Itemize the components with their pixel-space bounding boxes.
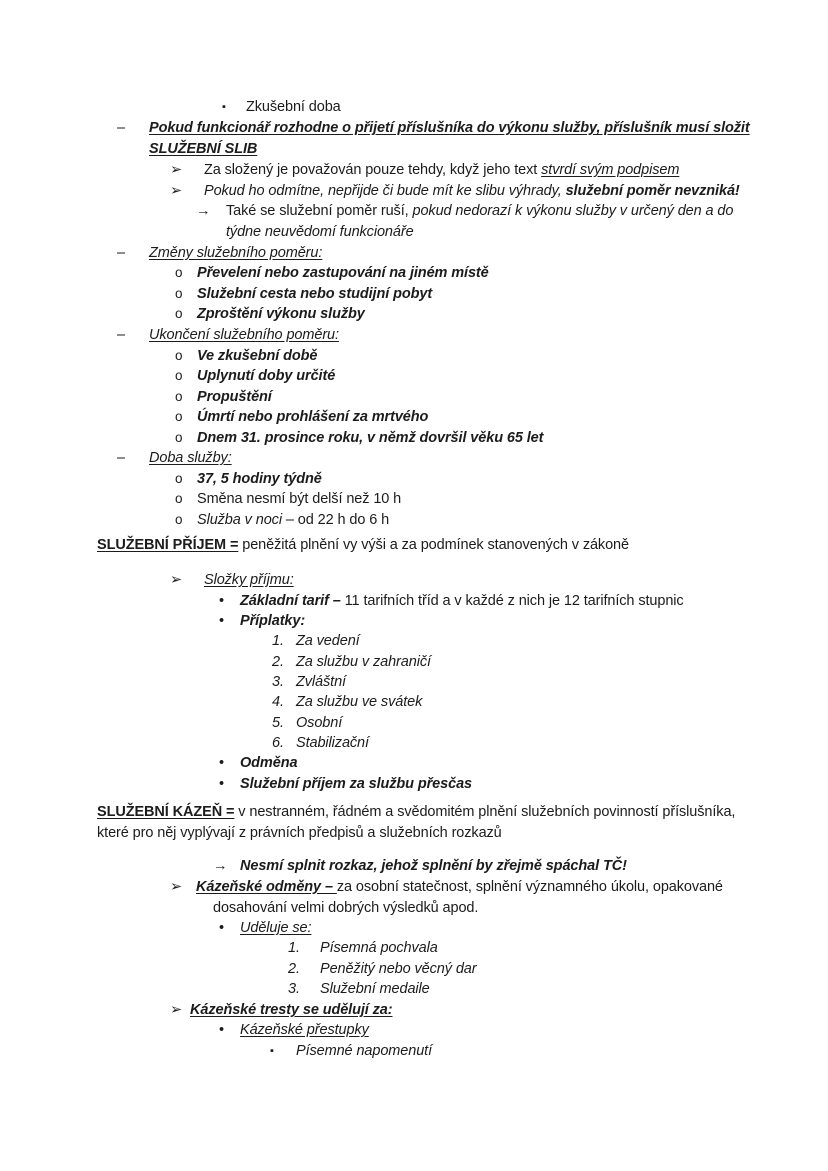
number-label: 2. — [288, 961, 300, 977]
line-text — [240, 918, 311, 938]
text-line — [0, 366, 828, 386]
line-text — [204, 570, 294, 590]
text-segment: Za vedení — [296, 633, 360, 649]
text-line — [0, 631, 828, 651]
text-segment: Základní tarif – — [240, 593, 345, 609]
text-line — [0, 713, 828, 733]
text-segment: v nestranném, řádném a svědomitém plnění služebních povinností příslušníka, — [234, 804, 736, 820]
circle-bullet: o — [175, 430, 183, 445]
text-line — [0, 97, 828, 117]
text-segment: SLUŽEBNÍ SLIB — [149, 141, 258, 157]
line-text — [190, 1000, 393, 1020]
text-line — [0, 448, 828, 468]
text-line — [0, 591, 828, 611]
arrowhead-bullet-icon: ➢ — [170, 1002, 183, 1018]
text-line — [0, 201, 828, 221]
text-segment: Složky příjmu: — [204, 572, 294, 588]
text-segment: Odměna — [240, 755, 298, 771]
dash-bullet: – — [117, 120, 125, 136]
number-label: 1. — [272, 633, 284, 649]
text-line — [0, 1000, 828, 1020]
line-text — [240, 753, 297, 773]
text-segment: Za složený je považován pouze tehdy, když jeho text — [204, 162, 542, 178]
text-segment: Písemné napomenutí — [296, 1043, 433, 1059]
line-text — [197, 346, 317, 366]
text-line — [0, 652, 828, 672]
line-text — [197, 489, 401, 509]
line-text — [296, 1041, 432, 1061]
line-text — [204, 160, 679, 180]
text-line — [0, 570, 828, 590]
text-line — [0, 823, 828, 843]
circle-bullet: o — [175, 306, 183, 321]
arrowhead-bullet-icon: ➢ — [170, 879, 183, 895]
square-bullet: ▪ — [222, 101, 226, 113]
text-segment: Nesmí splnit rozkaz, jehož splnění by zřejmě spáchal TČ! — [240, 858, 627, 874]
line-text — [196, 877, 723, 897]
line-text — [240, 611, 305, 631]
text-segment: týdne neuvědomí funkcionáře — [226, 224, 414, 240]
text-line — [0, 346, 828, 366]
text-segment: které pro něj vyplývají z právních předpisů a služebních rozkazů — [97, 825, 502, 841]
text-line — [0, 407, 828, 427]
text-segment: 11 tarifních tříd a v každé z nich je 12 tarifních stupnic — [344, 593, 684, 609]
text-segment: stvrdí svým podpisem — [541, 162, 680, 178]
line-text — [197, 387, 272, 407]
text-line — [0, 1020, 828, 1040]
text-segment: Služební medaile — [320, 981, 430, 997]
text-segment: Zkušební doba — [246, 99, 341, 115]
text-segment: Převelení nebo zastupování na jiném místě — [197, 265, 489, 281]
text-segment: Služební cesta nebo studijní pobyt — [197, 286, 433, 302]
text-line — [0, 1041, 828, 1061]
text-line — [0, 877, 828, 897]
line-text — [296, 713, 342, 733]
text-segment: Uplynutí doby určité — [197, 368, 336, 384]
circle-bullet: o — [175, 368, 183, 383]
text-line — [0, 139, 828, 159]
line-text — [246, 97, 341, 117]
line-text — [197, 366, 335, 386]
circle-bullet: o — [175, 491, 183, 506]
dash-bullet: – — [117, 245, 125, 261]
line-text — [197, 263, 489, 283]
text-line — [0, 387, 828, 407]
number-label: 6. — [272, 735, 284, 751]
line-text — [97, 802, 735, 822]
dash-bullet: – — [117, 450, 125, 466]
text-segment: Kázeňské odměny – — [196, 879, 337, 895]
circle-bullet: o — [175, 471, 183, 486]
line-text — [149, 243, 322, 263]
line-text — [197, 510, 389, 530]
text-segment: Doba služby: — [149, 450, 232, 466]
text-segment: Také se služební poměr ruší, — [226, 203, 413, 219]
text-line — [0, 510, 828, 530]
text-segment: SLUŽEBNÍ PŘÍJEM = — [97, 537, 239, 553]
text-line — [0, 959, 828, 979]
line-text — [226, 222, 414, 242]
text-segment: Zproštění výkonu služby — [197, 306, 365, 322]
line-text — [296, 733, 369, 753]
text-segment: Písemná pochvala — [320, 940, 438, 956]
text-line — [0, 733, 828, 753]
text-segment: Stabilizační — [296, 735, 369, 751]
text-segment: SLUŽEBNÍ KÁZEŇ = — [97, 804, 235, 820]
text-segment: Kázeňské přestupky — [240, 1022, 369, 1038]
text-segment: za osobní statečnost, splnění významného úkolu, opakované — [336, 879, 723, 895]
text-segment: Dnem 31. prosince roku, v němž dovršil věku 65 let — [197, 430, 544, 446]
text-line — [0, 304, 828, 324]
text-segment: dosahování velmi dobrých výsledků apod. — [213, 900, 479, 916]
circle-bullet: o — [175, 389, 183, 404]
line-text — [296, 652, 431, 672]
dot-bullet: • — [219, 920, 224, 936]
number-label: 1. — [288, 940, 300, 956]
line-text — [296, 672, 346, 692]
line-text — [320, 959, 477, 979]
number-label: 5. — [272, 715, 284, 731]
line-text — [296, 631, 360, 651]
text-segment: služební poměr nevzniká! — [565, 183, 740, 199]
text-segment: Změny služebního poměru: — [149, 245, 323, 261]
line-text — [197, 407, 428, 427]
line-text — [240, 1020, 369, 1040]
number-label: 3. — [272, 674, 284, 690]
arrowhead-bullet-icon: ➢ — [170, 572, 183, 588]
line-text — [240, 774, 472, 794]
text-line — [0, 428, 828, 448]
text-segment: Peněžitý nebo věcný dar — [320, 961, 477, 977]
text-segment: peněžitá plnění vy výši a za podmínek stanovených v zákoně — [238, 537, 629, 553]
line-text — [197, 284, 432, 304]
text-segment: Pokud funkcionář rozhodne o přijetí příslušníka do výkonu služby, příslušník musí složit — [149, 120, 750, 136]
text-segment: Ve zkušební době — [197, 348, 318, 364]
section-heading-sluzebni-kazen — [0, 802, 828, 822]
text-line — [0, 243, 828, 263]
text-line — [0, 489, 828, 509]
right-arrow-icon: → — [213, 858, 228, 874]
text-line — [0, 118, 828, 138]
dot-bullet: • — [219, 755, 224, 771]
text-segment: pokud nedorazí k výkonu služby v určený den a do — [412, 203, 734, 219]
text-line — [0, 469, 828, 489]
text-segment: Úmrtí nebo prohlášení za mrtvého — [197, 409, 429, 425]
text-line — [0, 181, 828, 201]
text-line — [0, 856, 828, 876]
text-line — [0, 222, 828, 242]
dot-bullet: • — [219, 613, 224, 629]
text-segment: Příplatky: — [240, 613, 306, 629]
circle-bullet: o — [175, 512, 183, 527]
line-text — [240, 591, 684, 611]
number-label: 3. — [288, 981, 300, 997]
text-segment: 37, 5 hodiny týdně — [197, 471, 322, 487]
line-text — [197, 469, 322, 489]
text-segment: Směna nesmí být delší než 10 h — [197, 491, 402, 507]
text-segment: Pokud ho odmítne, nepřijde či bude mít ke slibu výhrady, — [204, 183, 566, 199]
line-text — [240, 856, 627, 876]
section-heading-sluzebni-prijem — [0, 535, 828, 555]
line-text — [226, 201, 733, 221]
text-segment: Propuštění — [197, 389, 272, 405]
line-text — [149, 448, 232, 468]
text-line — [0, 325, 828, 345]
line-text — [204, 181, 740, 201]
text-segment: Kázeňské tresty se udělují za: — [190, 1002, 393, 1018]
circle-bullet: o — [175, 265, 183, 280]
text-segment: Za službu ve svátek — [296, 694, 423, 710]
arrowhead-bullet-icon: ➢ — [170, 162, 183, 178]
dot-bullet: • — [219, 776, 224, 792]
text-line — [0, 918, 828, 938]
text-segment: Zvláštní — [296, 674, 346, 690]
line-text — [97, 535, 629, 555]
text-segment: – od 22 h do 6 h — [281, 512, 390, 528]
number-label: 4. — [272, 694, 284, 710]
text-line — [0, 263, 828, 283]
line-text — [197, 428, 543, 448]
text-line — [0, 979, 828, 999]
line-text — [97, 823, 502, 843]
text-segment: Služba v noci — [197, 512, 282, 528]
text-line — [0, 753, 828, 773]
text-segment: Uděluje se: — [240, 920, 312, 936]
line-text — [149, 118, 750, 138]
line-text — [320, 938, 438, 958]
line-text — [149, 139, 257, 159]
circle-bullet: o — [175, 348, 183, 363]
text-line — [0, 692, 828, 712]
text-segment: Za službu v zahraničí — [296, 654, 431, 670]
circle-bullet: o — [175, 286, 183, 301]
dot-bullet: • — [219, 1022, 224, 1038]
line-text — [320, 979, 430, 999]
dot-bullet: • — [219, 593, 224, 609]
number-label: 2. — [272, 654, 284, 670]
text-line — [0, 898, 828, 918]
line-text — [149, 325, 339, 345]
text-line — [0, 160, 828, 180]
dash-bullet: – — [117, 327, 125, 343]
text-segment: Osobní — [296, 715, 343, 731]
line-text — [213, 898, 478, 918]
line-text — [296, 692, 422, 712]
arrowhead-bullet-icon: ➢ — [170, 183, 183, 199]
text-line — [0, 611, 828, 631]
line-text — [197, 304, 365, 324]
text-line — [0, 672, 828, 692]
text-segment: Ukončení služebního poměru: — [149, 327, 339, 343]
square-bullet: ▪ — [270, 1045, 274, 1057]
circle-bullet: o — [175, 409, 183, 424]
text-line — [0, 774, 828, 794]
text-line — [0, 284, 828, 304]
right-arrow-icon: → — [196, 203, 211, 219]
text-segment: Služební příjem za službu přesčas — [240, 776, 472, 792]
text-line — [0, 938, 828, 958]
